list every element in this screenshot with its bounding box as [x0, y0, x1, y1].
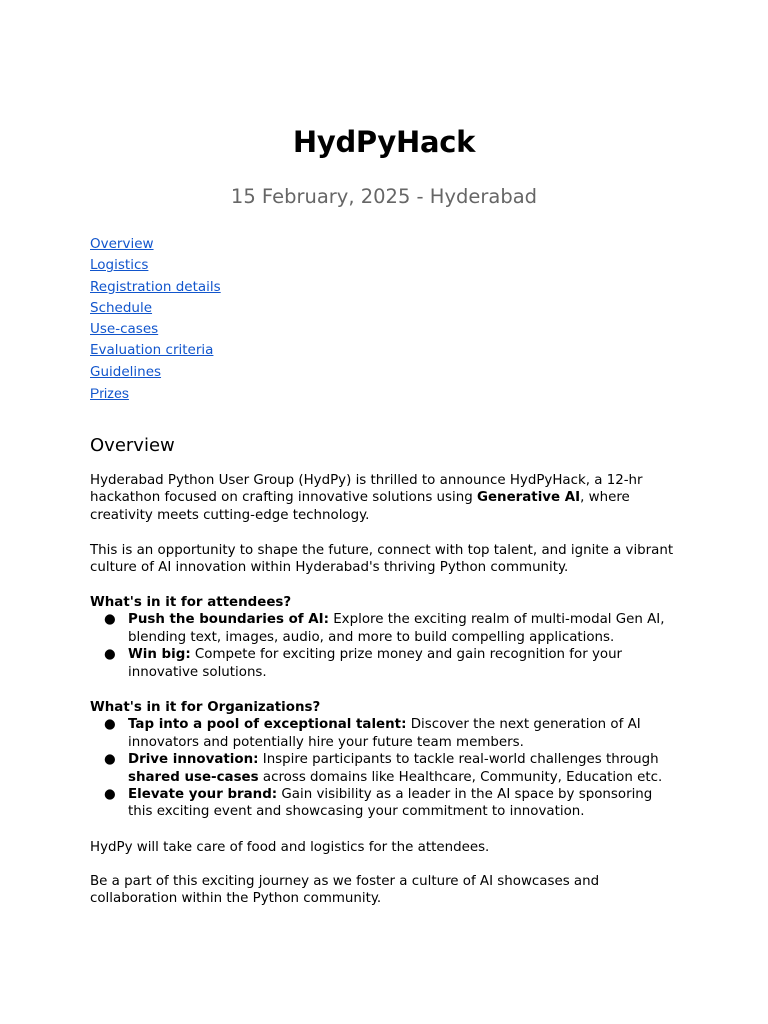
list-item-bold: Win big: [128, 647, 191, 663]
list-item-text: Discover the next generation of AI innovators and potentially hire your future team members. [128, 717, 641, 750]
bullet-icon: ● [104, 647, 116, 663]
table-of-contents [90, 234, 221, 404]
list-item-bold: Elevate your brand: [128, 787, 278, 803]
overview-paragraph-opportunity: This is an opportunity to shape the future, connect with top talent, and ignite a vibrant culture of AI innovation within Hyderabad's thriving Python community. [90, 543, 674, 576]
toc-item [90, 277, 221, 298]
toc-link-use-cases[interactable]: Use-cases [90, 321, 159, 338]
toc-item [90, 383, 221, 404]
list-item-text-end: across domains like Healthcare, Community, Education etc. [258, 769, 663, 785]
list-item [90, 716, 680, 751]
organizations-heading: What's in it for Organizations? [90, 700, 321, 715]
toc-link-logistics[interactable]: Logistics [90, 257, 149, 274]
toc-link-guidelines[interactable]: Guidelines [90, 363, 162, 380]
toc-link-prizes[interactable]: Prizes [90, 385, 129, 402]
organizations-list [90, 716, 680, 820]
list-item-text: Compete for exciting prize money and gain recognition for your innovative solutions. [128, 647, 623, 680]
attendees-heading: What's in it for attendees? [90, 595, 292, 610]
list-item [90, 751, 680, 786]
toc-item [90, 319, 221, 340]
organizations-section [90, 699, 680, 821]
intro-text-after: , where creativity meets cutting-edge technology. [90, 490, 630, 523]
list-item-bold-inline: shared use-cases [128, 769, 259, 785]
food-logistics-paragraph: HydPy will take care of food and logistics for the attendees. [90, 840, 490, 855]
list-item-text: Inspire participants to tackle real-world challenges through [258, 752, 659, 768]
closing-paragraph: Be a part of this exciting journey as we foster a culture of AI showcases and collaboration within the Python community. [90, 874, 600, 907]
document-subtitle: 15 February, 2025 - Hyderabad [230, 185, 538, 208]
list-item-bold: Tap into a pool of exceptional talent: [128, 717, 407, 733]
bullet-icon: ● [104, 787, 116, 803]
intro-text-before: Hyderabad Python User Group (HydPy) is thrilled to announce HydPyHack, a 12-hr hackathon focused on crafting innovative solutions using [90, 473, 643, 506]
toc-item [90, 234, 221, 255]
toc-link-schedule[interactable]: Schedule [90, 299, 153, 316]
attendees-list [90, 611, 680, 681]
toc-item [90, 255, 221, 276]
toc-link-overview[interactable]: Overview [90, 236, 154, 252]
attendees-section [90, 594, 680, 681]
list-item [90, 611, 680, 646]
toc-link-evaluation-criteria[interactable]: Evaluation criteria [90, 342, 214, 359]
list-item [90, 786, 680, 821]
bullet-icon: ● [104, 717, 116, 733]
overview-heading: Overview [90, 435, 175, 456]
document-title: HydPyHack [292, 125, 476, 159]
bullet-icon: ● [104, 752, 116, 768]
toc-item [90, 340, 221, 361]
intro-text-bold: Generative AI [476, 490, 581, 506]
list-item [90, 646, 680, 681]
list-item-text: Gain visibility as a leader in the AI space by sponsoring this exciting event and showcasing your commitment to innovation. [128, 787, 653, 820]
list-item-text: Explore the exciting realm of multi-modal Gen AI, blending text, images, audio, and more to build compelling applications. [128, 612, 665, 645]
list-item-bold: Drive innovation: [128, 752, 259, 768]
toc-link-registration-details[interactable]: Registration details [90, 278, 221, 295]
overview-paragraph-intro [90, 472, 680, 524]
bullet-icon: ● [104, 612, 116, 628]
toc-item [90, 362, 221, 383]
list-item-bold: Push the boundaries of AI: [128, 612, 329, 628]
toc-item [90, 298, 221, 319]
